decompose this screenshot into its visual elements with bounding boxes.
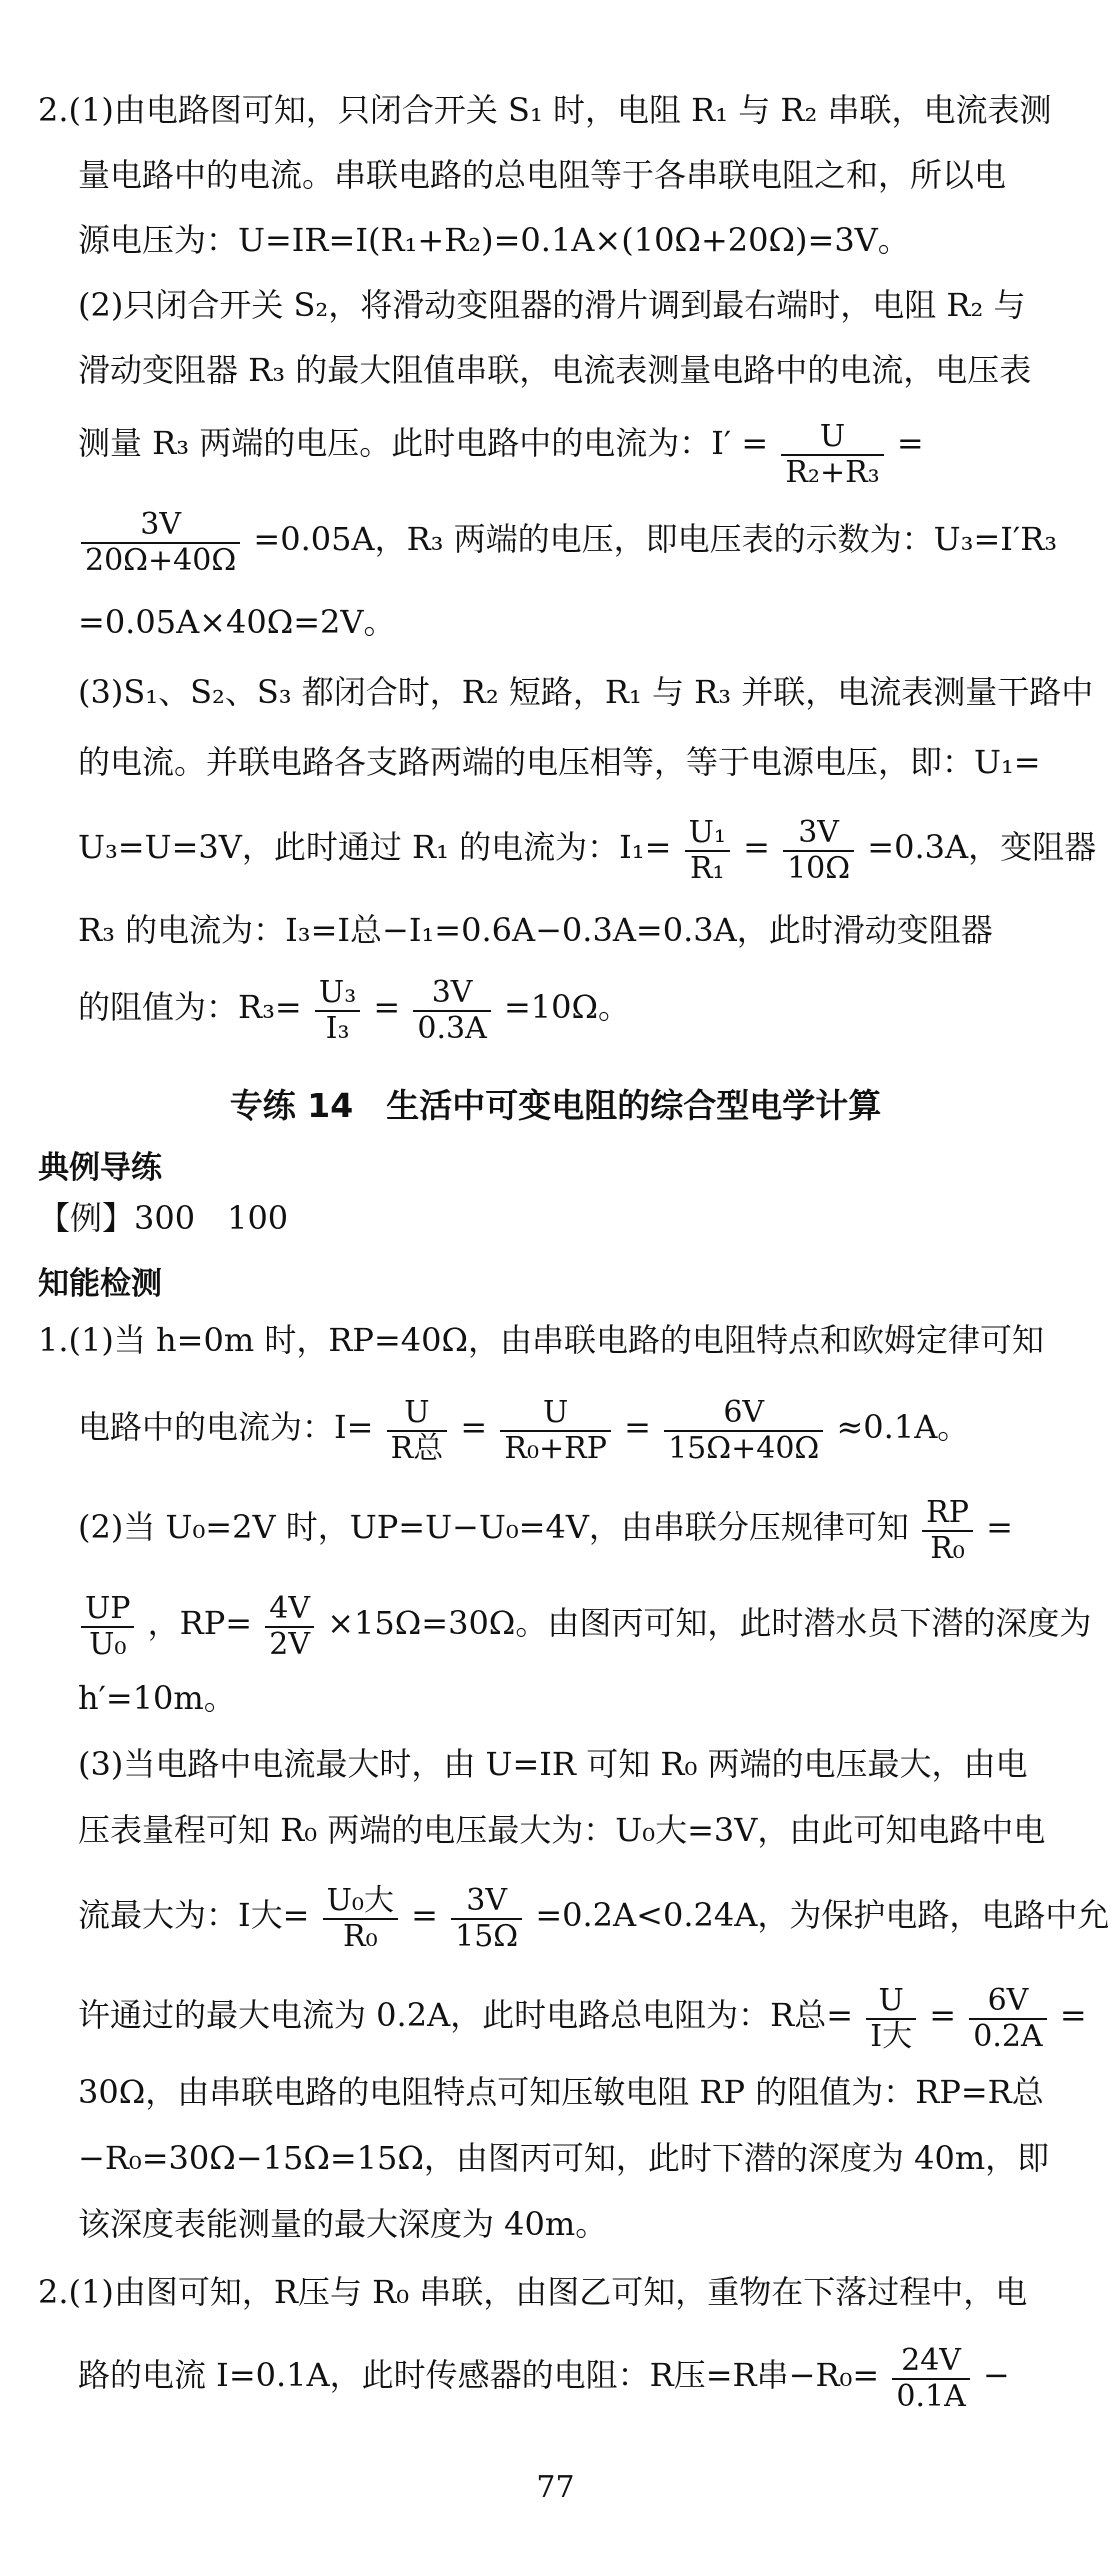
denominator: R₀ bbox=[342, 1919, 378, 1954]
denominator: 15Ω bbox=[455, 1919, 519, 1954]
denominator: 10Ω bbox=[787, 851, 851, 886]
text-segment: 电路中的电流为：I= bbox=[78, 1408, 374, 1446]
numerator: RP bbox=[922, 1496, 973, 1532]
text-line-with-fraction bbox=[78, 1496, 1013, 1566]
fraction bbox=[783, 816, 854, 886]
page-number: 77 bbox=[536, 2470, 575, 2505]
text-line: (3)S₁、S₂、S₃ 都闭合时，R₂ 短路，R₁ 与 R₃ 并联，电流表测量干路中 bbox=[78, 673, 1094, 711]
denominator: 20Ω+40Ω bbox=[85, 543, 237, 578]
fraction bbox=[500, 1396, 611, 1466]
text-line-with-fraction bbox=[78, 1592, 1091, 1662]
text-line: (3)当电路中电流最大时，由 U=IR 可知 R₀ 两端的电压最大，由电 bbox=[78, 1745, 1028, 1783]
equals-sign: = bbox=[986, 1508, 1013, 1546]
text-line-with-fraction bbox=[78, 508, 1057, 578]
numerator: U₀大 bbox=[323, 1884, 398, 1920]
text-line: R₃ 的电流为：I₃=I总−I₁=0.6A−0.3A=0.3A，此时滑动变阻器 bbox=[78, 911, 993, 949]
numerator: U bbox=[781, 420, 883, 456]
text-line: 的电流。并联电路各支路两端的电压相等，等于电源电压，即：U₁= bbox=[78, 743, 1041, 781]
text-line-with-fraction bbox=[78, 1396, 969, 1466]
text-line: 30Ω，由串联电路的电阻特点可知压敏电阻 RP 的阻值为：RP=R总 bbox=[78, 2073, 1044, 2111]
numerator: 6V bbox=[969, 1984, 1046, 2020]
numerator: 3V bbox=[783, 816, 854, 852]
fraction bbox=[922, 1496, 973, 1566]
numerator: U bbox=[866, 1984, 916, 2020]
numerator: U bbox=[500, 1396, 611, 1432]
denominator: R₀+RP bbox=[504, 1431, 607, 1466]
numerator: 24V bbox=[892, 2344, 969, 2380]
text-segment: ≈0.1A。 bbox=[836, 1408, 970, 1446]
numerator: 3V bbox=[413, 976, 490, 1012]
text-line-with-fraction bbox=[78, 420, 924, 490]
denominator: I大 bbox=[870, 2019, 913, 2054]
text-segment: − bbox=[982, 2356, 1010, 2394]
subsection-heading: 典例导练 bbox=[38, 1150, 162, 1186]
fraction bbox=[81, 1592, 134, 1662]
fraction bbox=[315, 976, 360, 1046]
numerator: 3V bbox=[81, 508, 240, 544]
text-line: 该深度表能测量的最大深度为 40m。 bbox=[78, 2205, 608, 2243]
text-line: 量电路中的电流。串联电路的总电阻等于各串联电阻之和，所以电 bbox=[78, 156, 1007, 194]
fraction bbox=[451, 1884, 522, 1954]
equals-sign: = bbox=[460, 1408, 488, 1446]
numerator: UP bbox=[81, 1592, 134, 1628]
text-line-with-fraction bbox=[78, 976, 630, 1046]
equals-sign: = bbox=[411, 1896, 438, 1934]
fraction bbox=[664, 1396, 823, 1466]
text-line-with-fraction bbox=[78, 1984, 1087, 2054]
text-segment: =10Ω。 bbox=[503, 988, 631, 1026]
text-line: 2.(1)由电路图可知，只闭合开关 S₁ 时，电阻 R₁ 与 R₂ 串联，电流表测 bbox=[38, 91, 1052, 129]
numerator: U₃ bbox=[315, 976, 360, 1012]
fraction bbox=[685, 816, 730, 886]
numerator: 3V bbox=[451, 1884, 522, 1920]
text-segment: 许通过的最大电流为 0.2A，此时电路总电阻为：R总= bbox=[78, 1996, 854, 2034]
denominator: R₀ bbox=[930, 1531, 965, 1566]
text-line: 源电压为：U=IR=I(R₁+R₂)=0.1A×(10Ω+20Ω)=3V。 bbox=[78, 221, 910, 259]
fraction bbox=[387, 1396, 448, 1466]
fraction bbox=[781, 420, 883, 490]
text-segment: ×15Ω=30Ω。由图丙可知，此时潜水员下潜的深度为 bbox=[327, 1604, 1092, 1642]
equals-sign: = bbox=[373, 988, 401, 1026]
denominator: U₀ bbox=[89, 1627, 127, 1662]
fraction bbox=[265, 1592, 314, 1662]
denominator: 0.2A bbox=[973, 2019, 1043, 2054]
numerator: 4V bbox=[265, 1592, 314, 1628]
fraction bbox=[892, 2344, 969, 2414]
text-segment: =0.3A，变阻器 bbox=[867, 828, 1097, 866]
text-line: =0.05A×40Ω=2V。 bbox=[78, 603, 396, 641]
denominator: R₂+R₃ bbox=[785, 455, 880, 490]
equals-sign: = bbox=[1059, 1996, 1087, 2034]
subsection-heading: 知能检测 bbox=[38, 1266, 162, 1302]
text-segment: =0.05A，R₃ 两端的电压，即电压表的示数为：U₃=I′R₃ bbox=[253, 520, 1058, 558]
text-segment: 测量 R₃ 两端的电压。此时电路中的电流为：I′ = bbox=[78, 424, 769, 462]
text-line: h′=10m。 bbox=[78, 1679, 236, 1717]
text-line: 滑动变阻器 R₃ 的最大阻值串联，电流表测量电路中的电流，电压表 bbox=[78, 351, 1032, 389]
denominator: I₃ bbox=[325, 1011, 350, 1046]
text-segment: ，RP= bbox=[147, 1604, 253, 1642]
numerator: 6V bbox=[664, 1396, 823, 1432]
denominator: 2V bbox=[269, 1627, 311, 1662]
fraction bbox=[969, 1984, 1046, 2054]
section-title: 专练 14 生活中可变电阻的综合型电学计算 bbox=[229, 1086, 882, 1125]
fraction bbox=[323, 1884, 398, 1954]
fraction bbox=[413, 976, 490, 1046]
equals-sign: = bbox=[743, 828, 770, 866]
text-segment: 流最大为：I大= bbox=[78, 1896, 310, 1934]
text-line-with-fraction bbox=[78, 2344, 1010, 2414]
text-line: 1.(1)当 h=0m 时，RP=40Ω，由串联电路的电阻特点和欧姆定律可知 bbox=[38, 1321, 1045, 1359]
equals-sign: = bbox=[896, 424, 924, 462]
fraction bbox=[866, 1984, 916, 2054]
text-line: 压表量程可知 R₀ 两端的电压最大为：U₀大=3V，由此可知电路中电 bbox=[78, 1811, 1046, 1849]
equals-sign: = bbox=[624, 1408, 651, 1446]
text-line: (2)只闭合开关 S₂，将滑动变阻器的滑片调到最右端时，电阻 R₂ 与 bbox=[78, 286, 1026, 324]
text-segment: (2)当 U₀=2V 时，UP=U−U₀=4V，由串联分压规律可知 bbox=[78, 1508, 909, 1546]
denominator: R₁ bbox=[689, 851, 725, 886]
denominator: R总 bbox=[390, 1431, 444, 1466]
example-answer: 【例】300 100 bbox=[38, 1199, 289, 1237]
text-segment: 路的电流 I=0.1A，此时传感器的电阻：R压=R串−R₀= bbox=[78, 2356, 880, 2394]
text-segment: U₃=U=3V，此时通过 R₁ 的电流为：I₁= bbox=[78, 828, 672, 866]
text-line-with-fraction bbox=[78, 816, 1096, 886]
text-line: −R₀=30Ω−15Ω=15Ω，由图丙可知，此时下潜的深度为 40m，即 bbox=[78, 2139, 1050, 2177]
fraction bbox=[81, 508, 240, 578]
denominator: 0.1A bbox=[896, 2379, 966, 2414]
equals-sign: = bbox=[929, 1996, 957, 2034]
text-line: 2.(1)由图可知，R压与 R₀ 串联，由图乙可知，重物在下落过程中，电 bbox=[38, 2273, 1028, 2311]
denominator: 0.3A bbox=[417, 1011, 487, 1046]
text-line-with-fraction bbox=[78, 1884, 1109, 1954]
numerator: U bbox=[387, 1396, 448, 1432]
text-segment: 的阻值为：R₃= bbox=[78, 988, 302, 1026]
numerator: U₁ bbox=[685, 816, 730, 852]
denominator: 15Ω+40Ω bbox=[668, 1431, 820, 1466]
text-segment: =0.2A<0.24A，为保护电路，电路中允 bbox=[535, 1896, 1110, 1934]
